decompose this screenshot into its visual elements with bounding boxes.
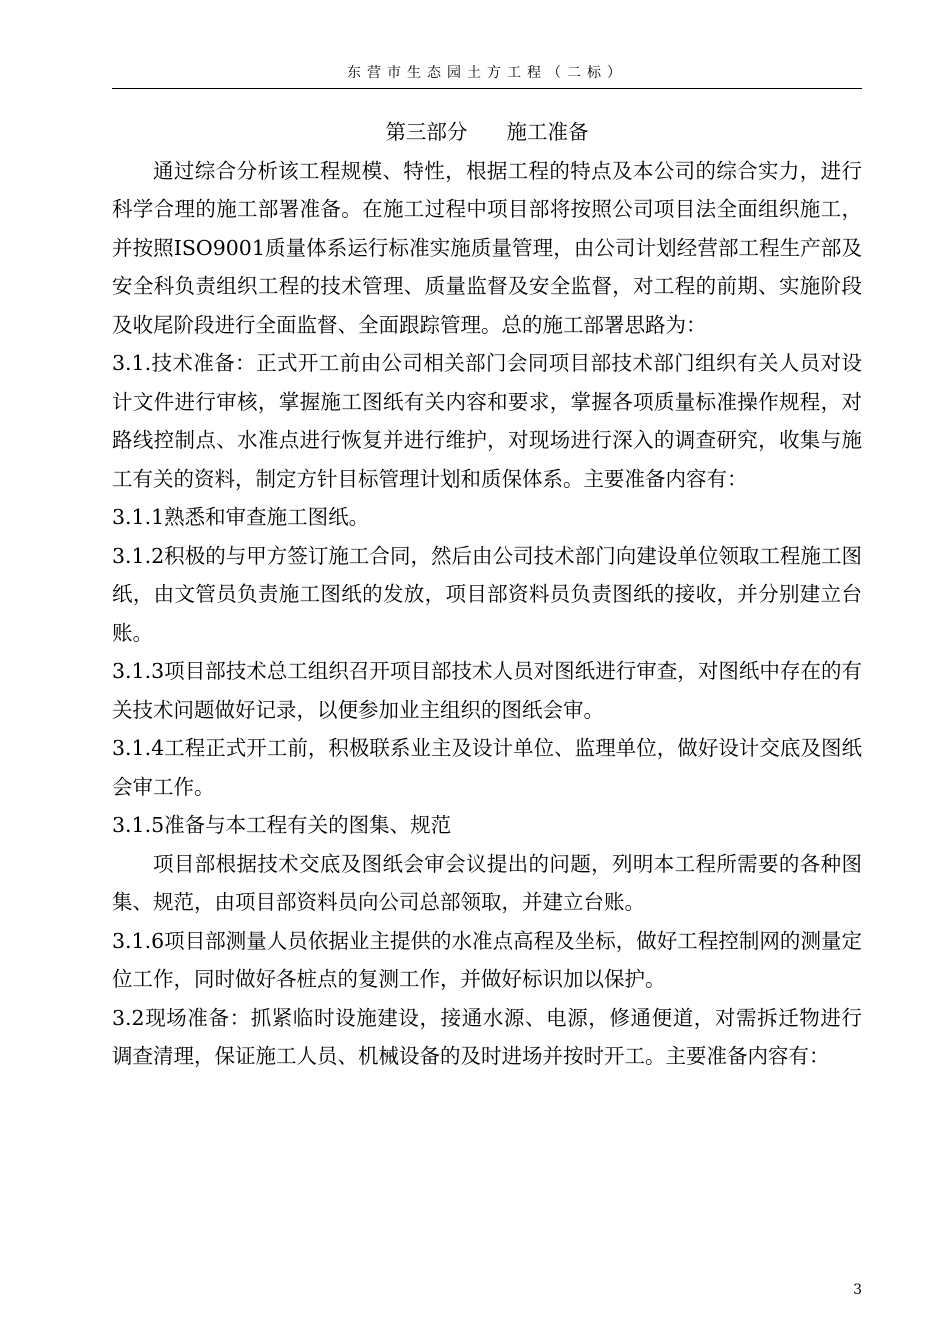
section-title: 第三部分 施工准备 bbox=[385, 120, 589, 144]
paragraph-3-1-2: 3.1.2积极的与甲方签订施工合同，然后由公司技术部门向建设单位领取工程施工图纸，由文管员负责施工图纸的发放，项目部资料员负责图纸的接收，并分别建立台账。 bbox=[112, 543, 862, 645]
page-header: 东营市生态园土方工程（二标） bbox=[347, 65, 627, 81]
paragraph-3-1-5-detail: 项目部根据技术交底及图纸会审会议提出的问题，列明本工程所需要的各种图集、规范，由项目部资料员向公司总部领取，并建立台账。 bbox=[112, 851, 862, 914]
paragraph-3-1-6: 3.1.6项目部测量人员依据业主提供的水准点高程及坐标，做好工程控制网的测量定位工作，同时做好各桩点的复测工作，并做好标识加以保护。 bbox=[112, 928, 862, 991]
paragraph-3-1-1: 3.1.1熟悉和审查施工图纸。 bbox=[112, 505, 370, 529]
paragraph-3-1-4: 3.1.4工程正式开工前，积极联系业主及设计单位、监理单位，做好设计交底及图纸会审工作。 bbox=[112, 736, 862, 799]
page-number: 3 bbox=[853, 1282, 862, 1298]
paragraph-3-2: 3.2现场准备：抓紧临时设施建设，接通水源、电源，修通便道，对需拆迁物进行调查清理，保证施工人员、机械设备的及时进场并按时开工。主要准备内容有： bbox=[112, 1005, 862, 1068]
paragraph-3-1-5: 3.1.5准备与本工程有关的图集、规范 bbox=[112, 813, 452, 837]
paragraph-3-1-3: 3.1.3项目部技术总工组织召开项目部技术人员对图纸进行审查，对图纸中存在的有关技术问题做好记录，以便参加业主组织的图纸会审。 bbox=[112, 659, 862, 722]
paragraph-intro: 通过综合分析该工程规模、特性，根据工程的特点及本公司的综合实力，进行科学合理的施工部署准备。在施工过程中项目部将按照公司项目法全面组织施工，并按照ISO9001质量体系运行标准实施质量管理，由公司计划经营部工程生产部及安全科负责组织工程的技术管理、质量监督及安全监督，对工程的前期、实施阶段及收尾阶段进行全面监督、全面跟踪管理。总的施工部署思路为： bbox=[112, 158, 862, 337]
paragraph-3-1: 3.1.技术准备：正式开工前由公司相关部门会同项目部技术部门组织有关人员对设计文件进行审核，掌握施工图纸有关内容和要求，掌握各项质量标准操作规程，对路线控制点、水准点进行恢复并进行维护，对现场进行深入的调查研究，收集与施工有关的资料，制定方针目标管理计划和质保体系。主要准备内容有： bbox=[112, 351, 862, 491]
document-body bbox=[112, 113, 862, 1076]
header-divider bbox=[112, 88, 862, 89]
